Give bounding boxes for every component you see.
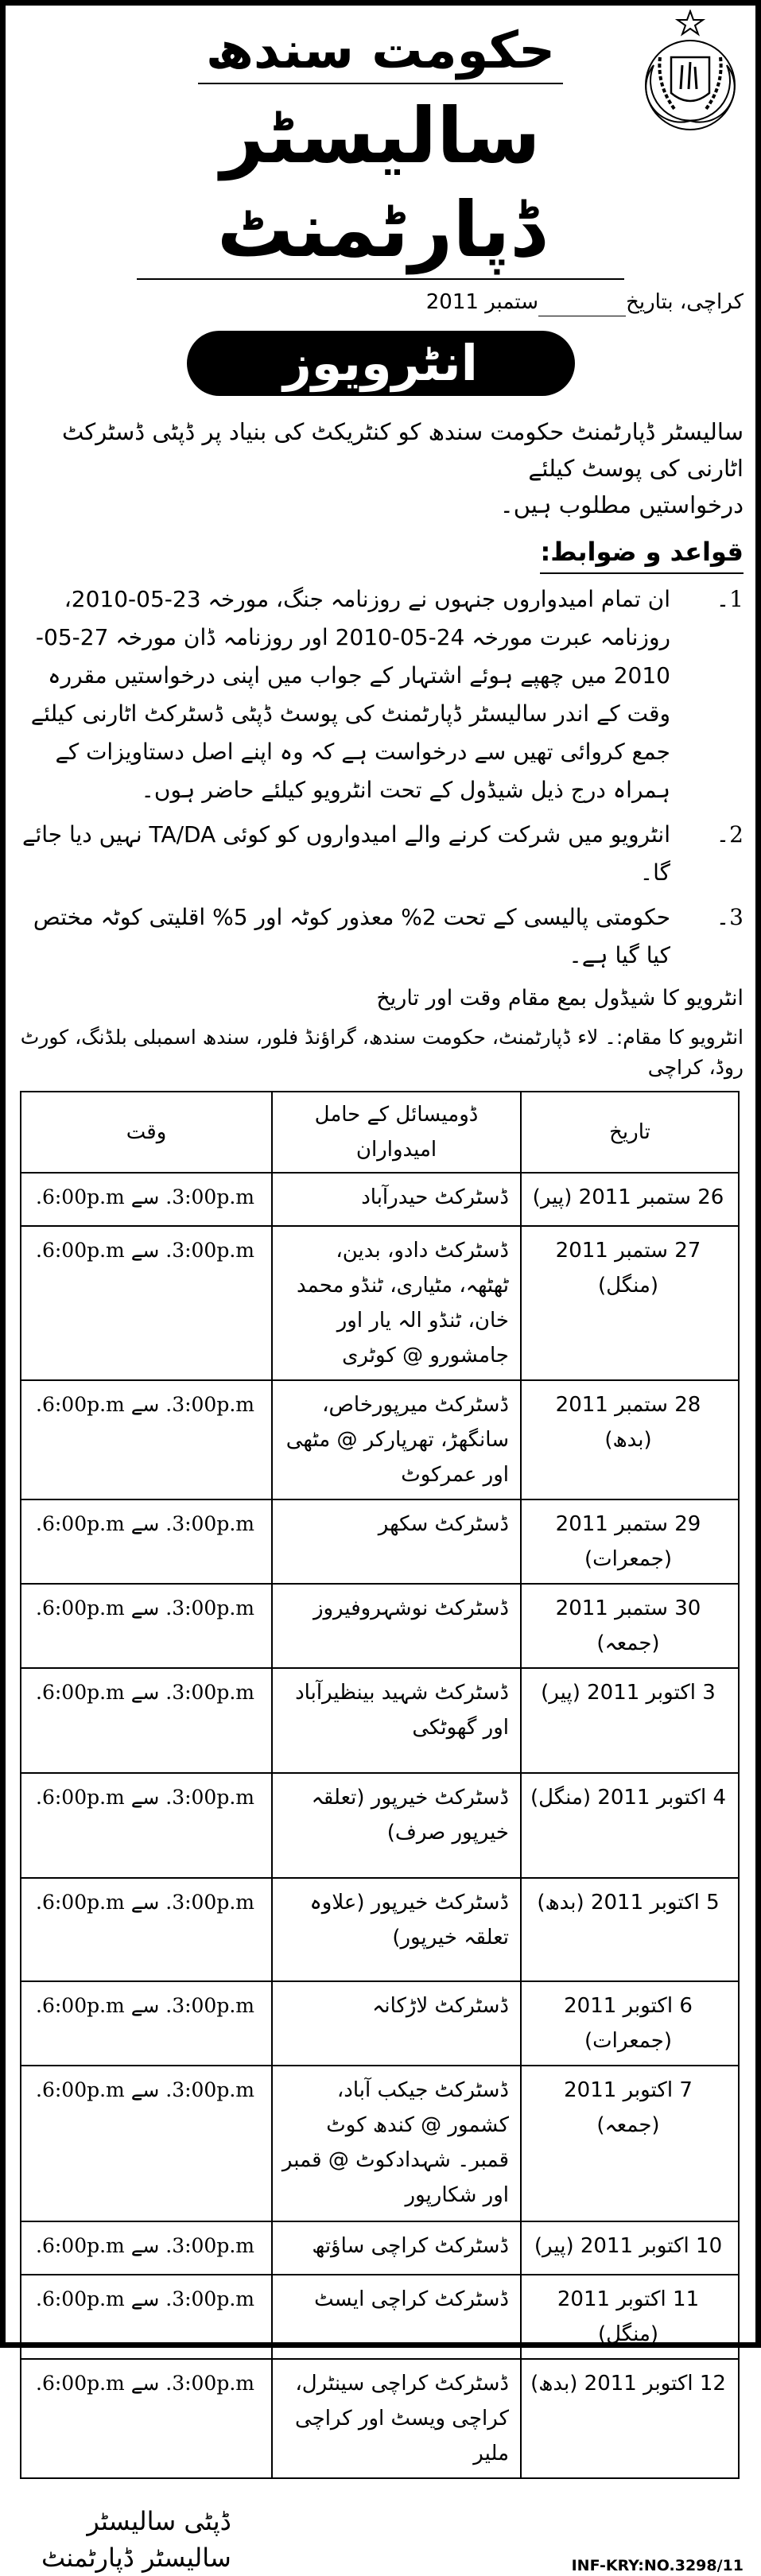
table-row	[21, 1878, 739, 1981]
table-row	[21, 2275, 739, 2359]
row-domicile: ڈسٹرکٹ سکھر	[272, 1499, 521, 1584]
row-domicile: ڈسٹرکٹ شہید بینظیرآباد اور گھوٹکی	[272, 1668, 521, 1773]
row-time: 3:00p.m. سے 6:00p.m.	[21, 1173, 272, 1226]
row-time: 3:00p.m. سے 6:00p.m.	[21, 2221, 272, 2275]
month-year: ستمبر 2011	[425, 290, 539, 314]
reference-number: INF-KRY:NO.3298/11	[571, 2557, 744, 2574]
table-row	[21, 1668, 739, 1773]
row-time: 3:00p.m. سے 6:00p.m.	[21, 1226, 272, 1380]
row-time: 3:00p.m. سے 6:00p.m.	[21, 1878, 272, 1981]
signature-block	[41, 2503, 231, 2576]
row-time: 3:00p.m. سے 6:00p.m.	[21, 1584, 272, 1668]
row-domicile: ڈسٹرکٹ خیرپور (تعلقہ خیرپور صرف)	[272, 1773, 521, 1878]
row-domicile: ڈسٹرکٹ خیرپور (علاوہ تعلقہ خیرپور)	[272, 1878, 521, 1981]
interview-schedule-table	[20, 1091, 740, 2479]
row-date: 7 اکتوبر 2011 (جمعہ)	[521, 2066, 739, 2221]
row-domicile: ڈسٹرکٹ جیکب آباد، کشمور @ کندھ کوٹ قمبر۔ شہدادکوٹ @ قمبر اور شکارپور	[272, 2066, 521, 2221]
row-time: 3:00p.m. سے 6:00p.m.	[21, 1499, 272, 1584]
table-row	[21, 1584, 739, 1668]
row-date: 11 اکتوبر 2011 (منگل)	[521, 2275, 739, 2359]
rule-number: 1۔	[716, 586, 744, 612]
table-row	[21, 2221, 739, 2275]
government-title: حکومت سندھ	[198, 21, 563, 84]
rule-text: انٹرویو میں شرکت کرنے والے امیدواروں کو کوئی TA/DA نہیں دیا جائے گا۔	[22, 821, 670, 886]
header-date: تاریخ	[521, 1092, 739, 1173]
table-row	[21, 2066, 739, 2221]
row-time: 3:00p.m. سے 6:00p.m.	[21, 1380, 272, 1499]
header-domicile: ڈومیسائل کے حامل امیدواران	[272, 1092, 521, 1173]
rule-text: حکومتی پالیسی کے تحت 2% معذور کوٹہ اور 5% اقلیتی کوٹہ مختص کیا گیا ہے۔	[33, 904, 670, 968]
row-domicile: ڈسٹرکٹ کراچی ایسٹ	[272, 2275, 521, 2359]
row-domicile: ڈسٹرکٹ میرپورخاص، سانگھڑ، تھرپارکر @ مٹھی اور عمرکوٹ	[272, 1380, 521, 1499]
place-date-prefix: کراچی، بتاریخ	[626, 290, 744, 314]
table-header-row	[21, 1092, 739, 1173]
title-block	[137, 21, 624, 280]
signature-title: ڈپٹی سالیسٹر	[87, 2506, 231, 2536]
row-time: 3:00p.m. سے 6:00p.m.	[21, 2359, 272, 2478]
header-time: وقت	[21, 1092, 272, 1173]
rule-item	[17, 580, 744, 809]
table-row	[21, 1380, 739, 1499]
row-date: 4 اکتوبر 2011 (منگل)	[521, 1773, 739, 1878]
rule-number: 3۔	[716, 904, 744, 930]
row-time: 3:00p.m. سے 6:00p.m.	[21, 2066, 272, 2221]
place-date-line	[17, 288, 744, 316]
row-date: 5 اکتوبر 2011 (بدھ)	[521, 1878, 739, 1981]
row-domicile: ڈسٹرکٹ کراچی ساؤتھ	[272, 2221, 521, 2275]
venue-value: لاء ڈپارٹمنٹ، حکومت سندھ، گراؤنڈ فلور، سندھ اسمبلی بلڈنگ، کورٹ روڈ، کراچی	[20, 1026, 744, 1079]
table-row	[21, 2359, 739, 2478]
row-date: 6 اکتوبر 2011 (جمعرات)	[521, 1981, 739, 2066]
row-time: 3:00p.m. سے 6:00p.m.	[21, 1668, 272, 1773]
intro-line-2: درخواستیں مطلوب ہیں۔	[499, 491, 744, 518]
rule-text: ان تمام امیدواروں جنہوں نے روزنامہ جنگ، مورخہ 23-05-2010، روزنامہ عبرت مورخہ 24-05-2010 اور روزنامہ ڈان مورخہ 27-05-2010 میں چھپے ہوئے اشتہار کے جواب میں اپنی درخواستیں مقررہ وقت کے اندر سالیسٹر ڈپارٹمنٹ کی پوسٹ ڈپٹی ڈسٹرکٹ اٹارنی کیلئے جمع کروائی تھیں سے درخواست ہے کہ وہ اپنے اصل دستاویزات کے ہمراہ درج ذیل شیڈول کے تحت انٹرویو کیلئے حاضر ہوں۔	[30, 586, 670, 803]
table-row	[21, 1773, 739, 1878]
venue-label: انٹرویو کا مقام:۔	[604, 1026, 744, 1049]
row-date: 12 اکتوبر 2011 (بدھ)	[521, 2359, 739, 2478]
row-date: 30 ستمبر 2011 (جمعہ)	[521, 1584, 739, 1668]
row-domicile: ڈسٹرکٹ لاڑکانہ	[272, 1981, 521, 2066]
rule-number: 2۔	[716, 821, 744, 848]
row-date: 29 ستمبر 2011 (جمعرات)	[521, 1499, 739, 1584]
row-date: 28 ستمبر 2011 (بدھ)	[521, 1380, 739, 1499]
rule-item	[17, 898, 744, 975]
footer-row	[17, 2503, 744, 2576]
table-row	[21, 1173, 739, 1226]
interview-venue	[17, 1022, 744, 1083]
date-blank	[538, 295, 626, 316]
row-date: 26 ستمبر 2011 (پیر)	[521, 1173, 739, 1226]
row-domicile: ڈسٹرکٹ نوشہروفیروز	[272, 1584, 521, 1668]
signature-department: سالیسٹر ڈپارٹمنٹ	[41, 2543, 231, 2573]
row-time: 3:00p.m. سے 6:00p.m.	[21, 1981, 272, 2066]
intro-line-1: سالیسٹر ڈپارٹمنٹ حکومت سندھ کو کنٹریکٹ کی بنیاد پر ڈپٹی ڈسٹرکٹ اٹارنی کی پوسٹ کیلئے	[61, 418, 744, 482]
interviews-banner: انٹرویوز	[187, 331, 575, 396]
rules-heading: قواعد و ضوابط:	[540, 533, 744, 574]
row-time: 3:00p.m. سے 6:00p.m.	[21, 2275, 272, 2359]
table-row	[21, 1499, 739, 1584]
row-domicile: ڈسٹرکٹ حیدرآباد	[272, 1173, 521, 1226]
schedule-heading: انٹرویو کا شیڈول بمع مقام وقت اور تاریخ	[376, 986, 744, 1011]
table-row	[21, 1226, 739, 1380]
row-domicile: ڈسٹرکٹ کراچی سینٹرل، کراچی ویسٹ اور کراچی ملیر	[272, 2359, 521, 2478]
row-date: 3 اکتوبر 2011 (پیر)	[521, 1668, 739, 1773]
table-row	[21, 1981, 739, 2066]
row-domicile: ڈسٹرکٹ دادو، بدین، ٹھٹھہ، مٹیاری، ٹنڈو محمد خان، ٹنڈو الہ یار اور جامشورو @ کوٹری	[272, 1226, 521, 1380]
row-date: 27 ستمبر 2011 (منگل)	[521, 1226, 739, 1380]
row-time: 3:00p.m. سے 6:00p.m.	[21, 1773, 272, 1878]
row-date: 10 اکتوبر 2011 (پیر)	[521, 2221, 739, 2275]
department-title: سالیسٹر ڈپارٹمنٹ	[137, 89, 624, 280]
rule-item	[17, 816, 744, 892]
